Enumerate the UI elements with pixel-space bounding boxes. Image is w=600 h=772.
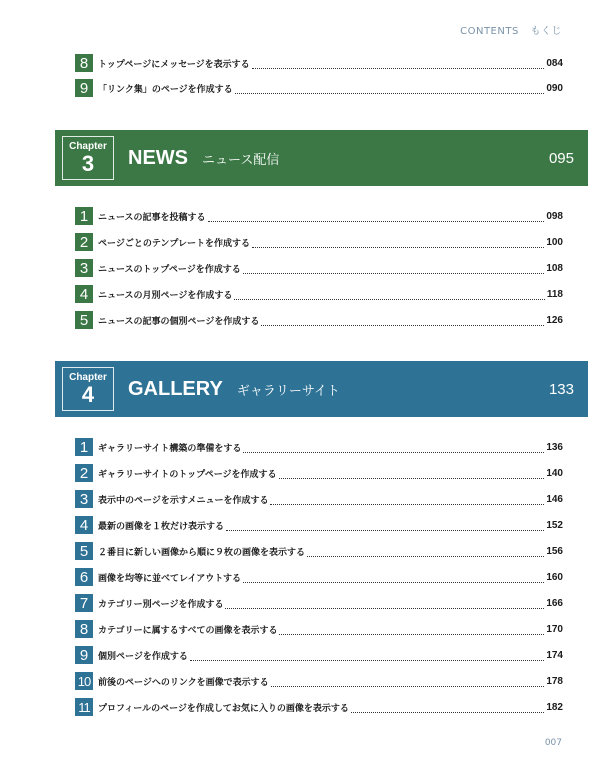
leader-dots [270, 493, 544, 505]
toc-item[interactable] [75, 285, 563, 303]
item-page: 084 [546, 57, 563, 69]
chapter-number-box [62, 136, 114, 180]
leader-dots [261, 314, 544, 326]
toc-item[interactable] [75, 54, 563, 72]
chapter-label: Chapter [69, 371, 107, 383]
leader-dots [279, 467, 545, 479]
toc-item[interactable] [75, 490, 563, 508]
item-number: 1 [75, 438, 93, 456]
item-page: 098 [546, 210, 563, 222]
item-number: 8 [75, 54, 93, 72]
item-number: 4 [75, 285, 93, 303]
chapter-title: NEWS [128, 146, 188, 169]
toc-item[interactable] [75, 620, 563, 638]
leader-dots [225, 597, 544, 609]
item-number: 5 [75, 542, 93, 560]
chapter-4-list [75, 438, 563, 716]
item-page: 178 [546, 675, 563, 687]
item-number: 7 [75, 594, 93, 612]
toc-item[interactable] [75, 311, 563, 329]
chapter-4-banner[interactable] [55, 361, 588, 417]
item-title: 最新の画像を１枚だけ表示する [98, 521, 225, 532]
chapter-label: Chapter [69, 140, 107, 152]
item-title: ニュースの記事の個別ページを作成する [98, 316, 260, 327]
leader-dots [226, 519, 544, 531]
item-number: 5 [75, 311, 93, 329]
toc-item[interactable] [75, 259, 563, 277]
contents-jp-label: もくじ [530, 26, 562, 37]
item-number: 1 [75, 207, 93, 225]
item-title: 表示中のページを示すメニューを作成する [98, 495, 269, 506]
item-page: 160 [546, 571, 563, 583]
toc-item[interactable] [75, 568, 563, 586]
item-title: ギャラリーサイト構築の準備をする [98, 443, 242, 454]
leader-dots [351, 701, 544, 713]
item-title: ページごとのテンプレートを作成する [98, 238, 251, 249]
item-number: 2 [75, 233, 93, 251]
toc-item[interactable] [75, 233, 563, 251]
leader-dots [243, 262, 545, 274]
leader-dots [252, 236, 544, 248]
page-header [460, 22, 562, 37]
item-page: 100 [546, 236, 563, 248]
leader-dots [243, 441, 544, 453]
item-page: 156 [546, 545, 563, 557]
chapter-page: 133 [548, 380, 574, 398]
item-page: 118 [546, 288, 563, 300]
item-title: ギャラリーサイトのトップページを作成する [98, 469, 277, 480]
leader-dots [235, 82, 545, 94]
chapter-subtitle: ギャラリーサイト [236, 383, 340, 399]
item-page: 146 [546, 493, 563, 505]
item-page: 170 [546, 623, 563, 635]
toc-item[interactable] [75, 438, 563, 456]
chapter-number: 4 [81, 381, 95, 407]
leader-dots [190, 649, 544, 661]
chapter-title: GALLERY [128, 377, 223, 400]
item-page: 136 [546, 441, 563, 453]
item-number: 3 [75, 490, 93, 508]
leader-dots [307, 545, 544, 557]
item-page: 152 [546, 519, 563, 531]
chapter-3-banner[interactable] [55, 130, 588, 186]
item-title: ニュースの月別ページを作成する [98, 290, 233, 301]
toc-item[interactable] [75, 516, 563, 534]
toc-item[interactable] [75, 79, 563, 97]
item-page: 126 [546, 314, 563, 326]
toc-item[interactable] [75, 594, 563, 612]
item-number: 11 [75, 698, 93, 716]
item-title: カテゴリー別ページを作成する [98, 599, 224, 610]
item-title: ニュースのトップページを作成する [98, 264, 241, 275]
chapter-3-list [75, 207, 563, 329]
item-title: 画像を均等に並べてレイアウトする [98, 573, 242, 584]
item-title: ２番目に新しい画像から順に９枚の画像を表示する [98, 547, 306, 558]
item-title: プロフィールのページを作成してお気に入りの画像を表示する [98, 703, 349, 714]
item-page: 108 [546, 262, 563, 274]
item-number: 9 [75, 79, 93, 97]
toc-item[interactable] [75, 646, 563, 664]
item-number: 3 [75, 259, 93, 277]
toc-item[interactable] [75, 542, 563, 560]
item-number: 9 [75, 646, 93, 664]
item-number: 2 [75, 464, 93, 482]
leader-dots [271, 675, 545, 687]
toc-list-continued [75, 54, 563, 97]
item-title: 「リンク集」のページを作成する [98, 84, 233, 95]
contents-label: CONTENTS [460, 26, 519, 37]
leader-dots [243, 571, 544, 583]
chapter-page: 095 [548, 149, 574, 167]
chapter-number-box [62, 367, 114, 411]
item-title: トップページにメッセージを表示する [98, 59, 250, 70]
item-page: 090 [546, 82, 563, 94]
page-number: 007 [544, 738, 562, 748]
item-number: 6 [75, 568, 93, 586]
item-title: ニュースの記事を投稿する [98, 212, 206, 223]
leader-dots [279, 623, 544, 635]
toc-item[interactable] [75, 672, 563, 690]
item-number: 10 [75, 672, 93, 690]
item-page: 166 [546, 597, 563, 609]
item-number: 8 [75, 620, 93, 638]
item-number: 4 [75, 516, 93, 534]
item-title: 前後のページへのリンクを画像で表示する [98, 677, 269, 688]
leader-dots [252, 57, 545, 69]
toc-item[interactable] [75, 464, 563, 482]
item-page: 174 [546, 649, 563, 661]
toc-item[interactable] [75, 207, 563, 225]
toc-item[interactable] [75, 698, 563, 716]
leader-dots [208, 210, 545, 222]
chapter-number: 3 [81, 150, 95, 176]
item-page: 140 [546, 467, 563, 479]
leader-dots [234, 288, 544, 300]
item-page: 182 [546, 701, 563, 713]
chapter-subtitle: ニュース配信 [202, 152, 280, 168]
item-title: 個別ページを作成する [98, 651, 188, 662]
item-title: カテゴリーに属するすべての画像を表示する [98, 625, 278, 636]
